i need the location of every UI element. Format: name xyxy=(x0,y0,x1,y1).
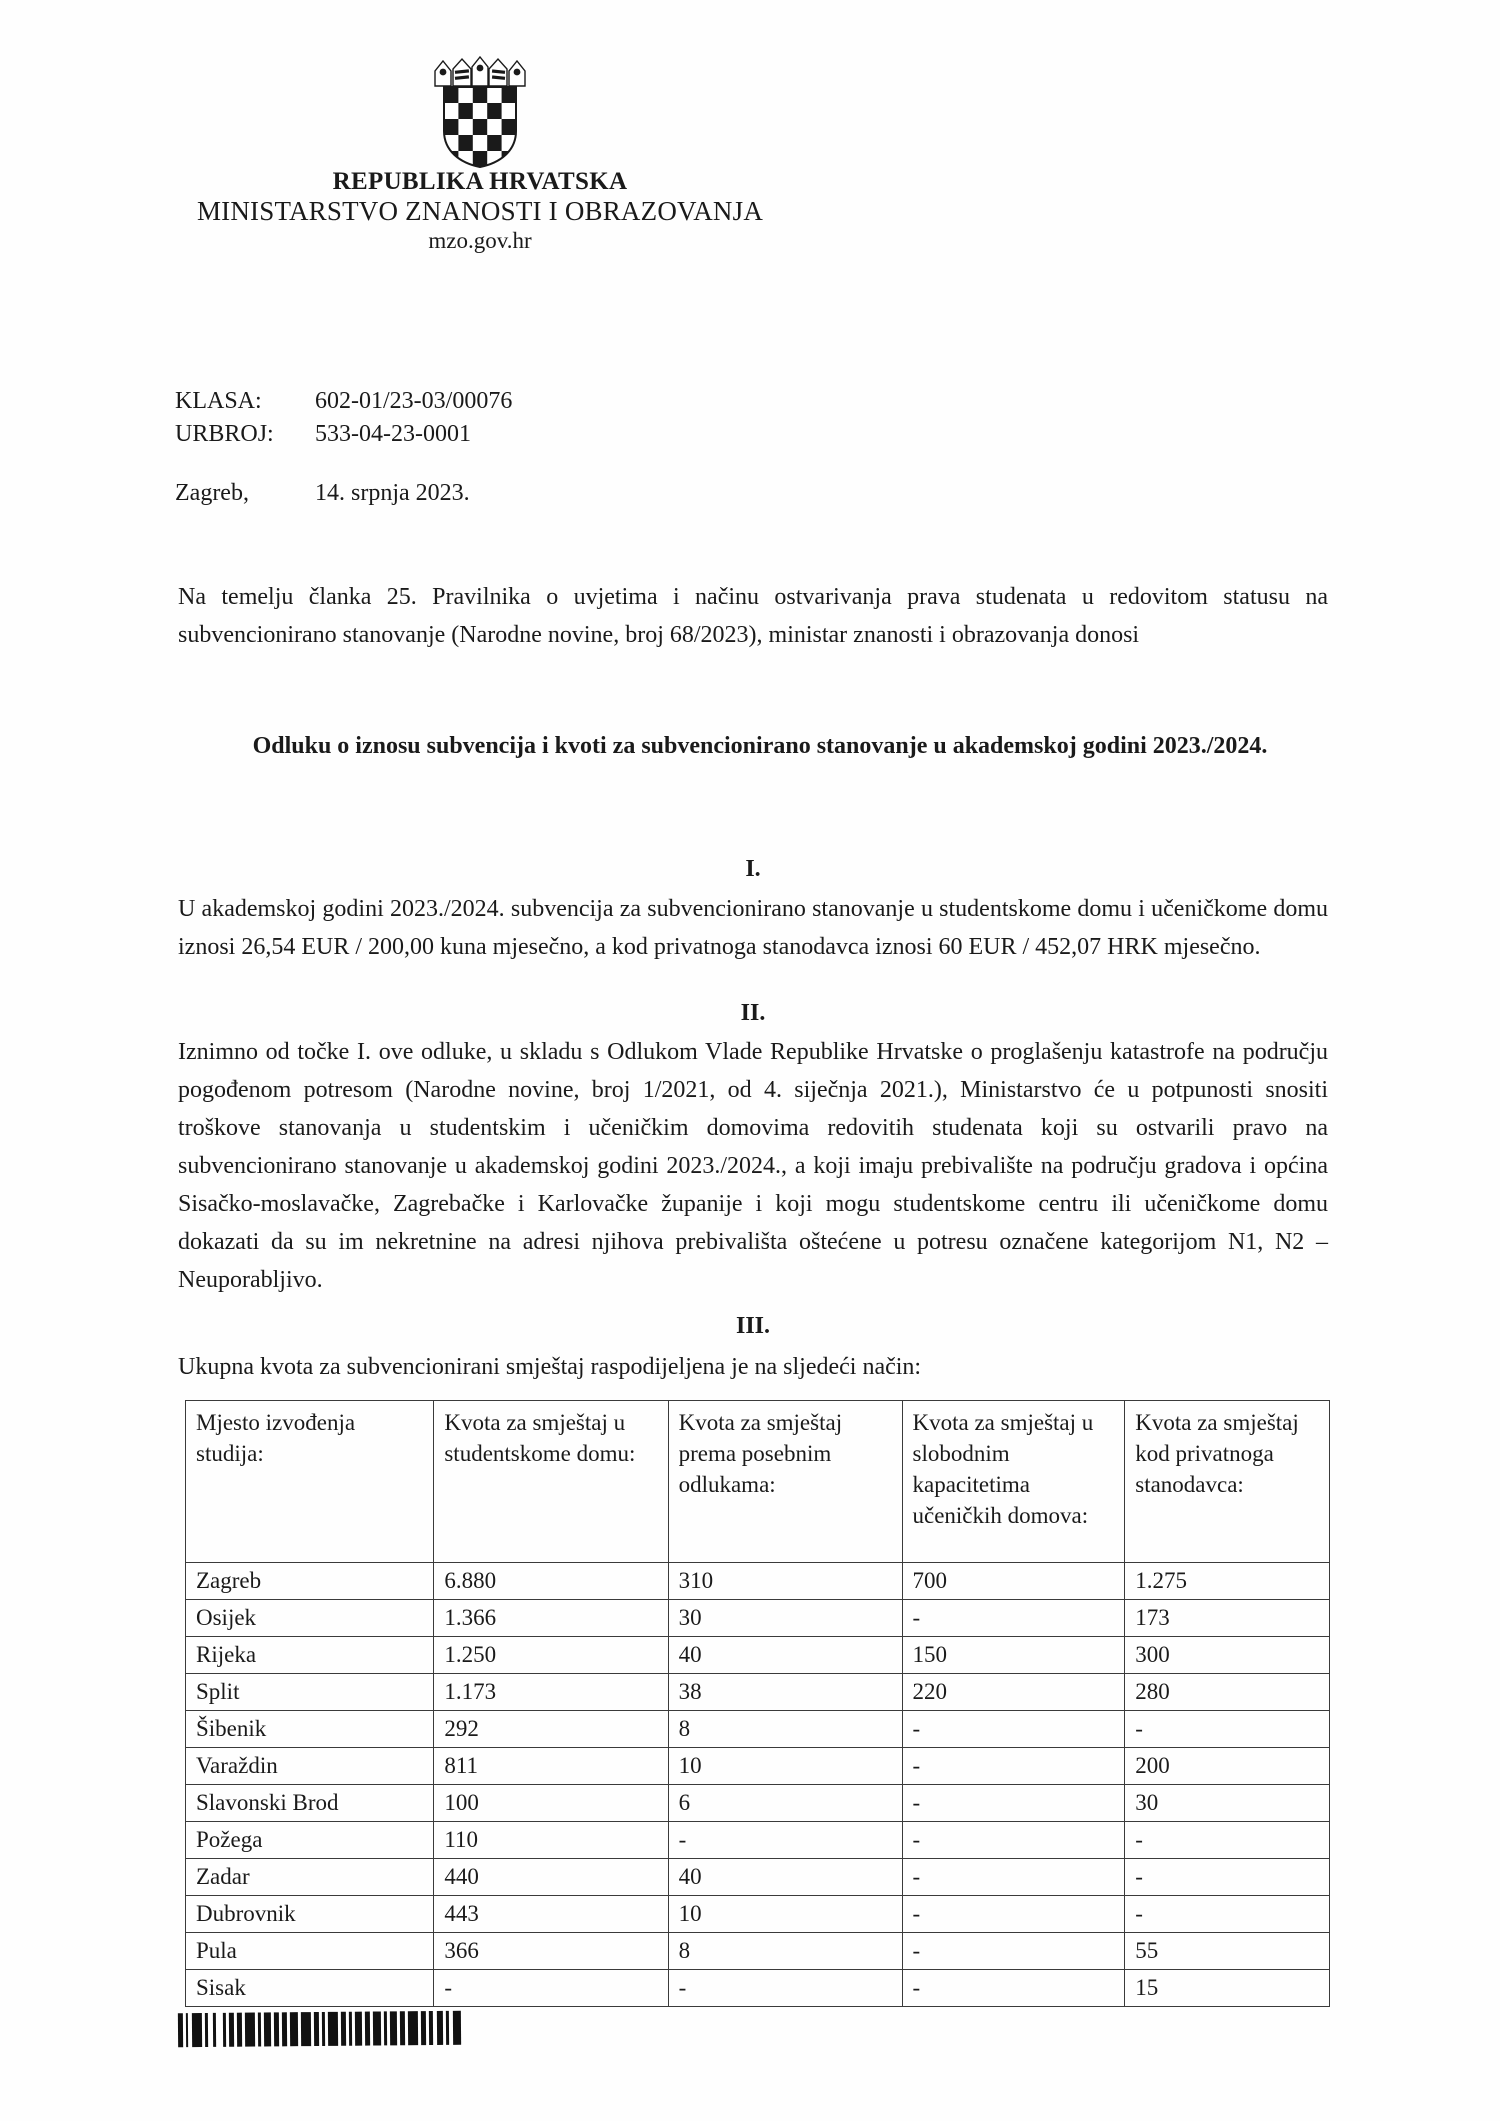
table-row xyxy=(186,1748,1330,1785)
klasa-row xyxy=(175,385,512,418)
section-numeral-1: I. xyxy=(745,856,761,882)
table-row xyxy=(186,1674,1330,1711)
table-row xyxy=(186,1600,1330,1637)
cell-student-dorm: 1.366 xyxy=(434,1600,668,1637)
cell-private: - xyxy=(1125,1822,1330,1859)
table-row xyxy=(186,1711,1330,1748)
urbroj-value: 533-04-23-0001 xyxy=(315,421,471,447)
legal-basis-paragraph: Na temelju članka 25. Pravilnika o uvjetima i načinu ostvarivanja prava studenata u redovitom statusu na subvencionirano stanovanje (Narodne novine, broj 68/2023), ministar znanosti i obrazovanja donosi xyxy=(178,584,1328,648)
document-barcode xyxy=(178,2011,461,2047)
cell-pupil-dorm: - xyxy=(902,1600,1125,1637)
cell-student-dorm: 366 xyxy=(434,1933,668,1970)
decision-title: Odluku o iznosu subvencija i kvoti za subvencionirano stanovanje u akademskoj godini 2023./2024. xyxy=(252,733,1268,759)
section-1-text: U akademskoj godini 2023./2024. subvencija za subvencionirano stanovanje u studentskome domu i učeničkome domu iznosi 26,54 EUR / 200,00 kuna mjesečno, a kod privatnoga stanodavca iznosi 60 EUR / 452,07 HRK mjesečno. xyxy=(178,896,1328,960)
cell-pupil-dorm: - xyxy=(902,1785,1125,1822)
col-header-pupil-dorm-capacity: Kvota za smještaj u slobodnim kapacitetima učeničkih domova: xyxy=(902,1401,1125,1563)
cell-student-dorm: 6.880 xyxy=(434,1563,668,1600)
cell-location: Sisak xyxy=(186,1970,434,2007)
cell-special: 10 xyxy=(668,1896,902,1933)
klasa-label: KLASA: xyxy=(175,388,262,414)
cell-location: Slavonski Brod xyxy=(186,1785,434,1822)
cell-private: - xyxy=(1125,1896,1330,1933)
cell-student-dorm: 1.173 xyxy=(434,1674,668,1711)
col-header-location: Mjesto izvođenja studija: xyxy=(186,1401,434,1563)
cell-special: 8 xyxy=(668,1933,902,1970)
cell-student-dorm: 440 xyxy=(434,1859,668,1896)
cell-pupil-dorm: - xyxy=(902,1970,1125,2007)
croatian-coat-of-arms-icon xyxy=(420,55,540,170)
section-numeral-3: III. xyxy=(735,1313,771,1339)
cell-private: 200 xyxy=(1125,1748,1330,1785)
republic-title: REPUBLIKA HRVATSKA xyxy=(332,168,628,195)
cell-private: 55 xyxy=(1125,1933,1330,1970)
urbroj-row xyxy=(175,418,512,451)
crown-icon xyxy=(432,55,528,89)
section-3-text: Ukupna kvota za subvencionirani smještaj raspodijeljena je na sljedeći način: xyxy=(178,1354,922,1380)
cell-private: 280 xyxy=(1125,1674,1330,1711)
cell-student-dorm: 443 xyxy=(434,1896,668,1933)
cell-pupil-dorm: 150 xyxy=(902,1637,1125,1674)
quota-table-body xyxy=(186,1563,1330,2007)
cell-student-dorm: 1.250 xyxy=(434,1637,668,1674)
cell-special: 8 xyxy=(668,1711,902,1748)
cell-pupil-dorm: - xyxy=(902,1748,1125,1785)
table-row xyxy=(186,1896,1330,1933)
cell-special: 310 xyxy=(668,1563,902,1600)
cell-pupil-dorm: - xyxy=(902,1933,1125,1970)
place-date-block xyxy=(175,480,470,507)
cell-student-dorm: - xyxy=(434,1970,668,2007)
cell-pupil-dorm: - xyxy=(902,1822,1125,1859)
cell-private: 1.275 xyxy=(1125,1563,1330,1600)
cell-location: Rijeka xyxy=(186,1637,434,1674)
cell-private: - xyxy=(1125,1859,1330,1896)
place-label: Zagreb, xyxy=(175,480,249,506)
urbroj-label: URBROJ: xyxy=(175,421,274,447)
table-row xyxy=(186,1563,1330,1600)
klasa-value: 602-01/23-03/00076 xyxy=(315,388,513,414)
cell-location: Split xyxy=(186,1674,434,1711)
quota-table-head xyxy=(186,1401,1330,1563)
place-date-row xyxy=(175,480,470,507)
table-row xyxy=(186,1637,1330,1674)
cell-student-dorm: 100 xyxy=(434,1785,668,1822)
section-2-text: Iznimno od točke I. ove odluke, u skladu s Odlukom Vlade Republike Hrvatske o proglašenju katastrofe na području pogođenom potresom (Narodne novine, broj 1/2021, od 4. siječnja 2021.), Ministarstvo će u potpunosti snositi troškove stanovanja u studentskim i učeničkim domovima redovitih studenata koji su ostvarili pravo na subvencionirano stanovanje u akademskoj godini 2023./2024., a koji imaju prebivalište na području gradova i općina Sisačko-moslavačke, Zagrebačke i Karlovačke županije i koji mogu studentskome centru ili učeničkome domu dokazati da su im nekretnine na adresi njihova prebivališta oštećene u potresu označene kategorijom N1, N2 – Neuporabljivo. xyxy=(178,1039,1328,1293)
table-header-row xyxy=(186,1401,1330,1563)
col-header-student-dorm: Kvota za smještaj u studentskome domu: xyxy=(434,1401,668,1563)
table-row xyxy=(186,1970,1330,2007)
cell-private: - xyxy=(1125,1711,1330,1748)
table-row xyxy=(186,1822,1330,1859)
cell-location: Pula xyxy=(186,1933,434,1970)
table-row xyxy=(186,1859,1330,1896)
quota-table xyxy=(185,1400,1330,2007)
cell-location: Varaždin xyxy=(186,1748,434,1785)
cell-pupil-dorm: 220 xyxy=(902,1674,1125,1711)
cell-student-dorm: 811 xyxy=(434,1748,668,1785)
table-row xyxy=(186,1933,1330,1970)
cell-student-dorm: 110 xyxy=(434,1822,668,1859)
cell-pupil-dorm: 700 xyxy=(902,1563,1125,1600)
cell-private: 173 xyxy=(1125,1600,1330,1637)
cell-location: Šibenik xyxy=(186,1711,434,1748)
cell-location: Požega xyxy=(186,1822,434,1859)
checkerboard-shield-icon xyxy=(442,85,518,169)
cell-pupil-dorm: - xyxy=(902,1859,1125,1896)
cell-special: 10 xyxy=(668,1748,902,1785)
cell-special: 6 xyxy=(668,1785,902,1822)
document-reference-block xyxy=(175,385,512,451)
table-row xyxy=(186,1785,1330,1822)
cell-location: Zagreb xyxy=(186,1563,434,1600)
cell-private: 300 xyxy=(1125,1637,1330,1674)
col-header-private-landlord: Kvota za smještaj kod privatnoga stanodavca: xyxy=(1125,1401,1330,1563)
cell-special: 40 xyxy=(668,1637,902,1674)
cell-private: 30 xyxy=(1125,1785,1330,1822)
ministry-title: MINISTARSTVO ZNANOSTI I OBRAZOVANJA xyxy=(196,196,764,226)
cell-special: - xyxy=(668,1822,902,1859)
date-value: 14. srpnja 2023. xyxy=(315,480,470,506)
cell-special: - xyxy=(668,1970,902,2007)
cell-student-dorm: 292 xyxy=(434,1711,668,1748)
cell-special: 40 xyxy=(668,1859,902,1896)
cell-pupil-dorm: - xyxy=(902,1896,1125,1933)
cell-location: Dubrovnik xyxy=(186,1896,434,1933)
cell-special: 30 xyxy=(668,1600,902,1637)
section-numeral-2: II. xyxy=(740,1000,766,1026)
col-header-special-decisions: Kvota za smještaj prema posebnim odlukama: xyxy=(668,1401,902,1563)
cell-location: Osijek xyxy=(186,1600,434,1637)
cell-pupil-dorm: - xyxy=(902,1711,1125,1748)
cell-private: 15 xyxy=(1125,1970,1330,2007)
cell-location: Zadar xyxy=(186,1859,434,1896)
cell-special: 38 xyxy=(668,1674,902,1711)
ministry-website: mzo.gov.hr xyxy=(428,228,532,253)
